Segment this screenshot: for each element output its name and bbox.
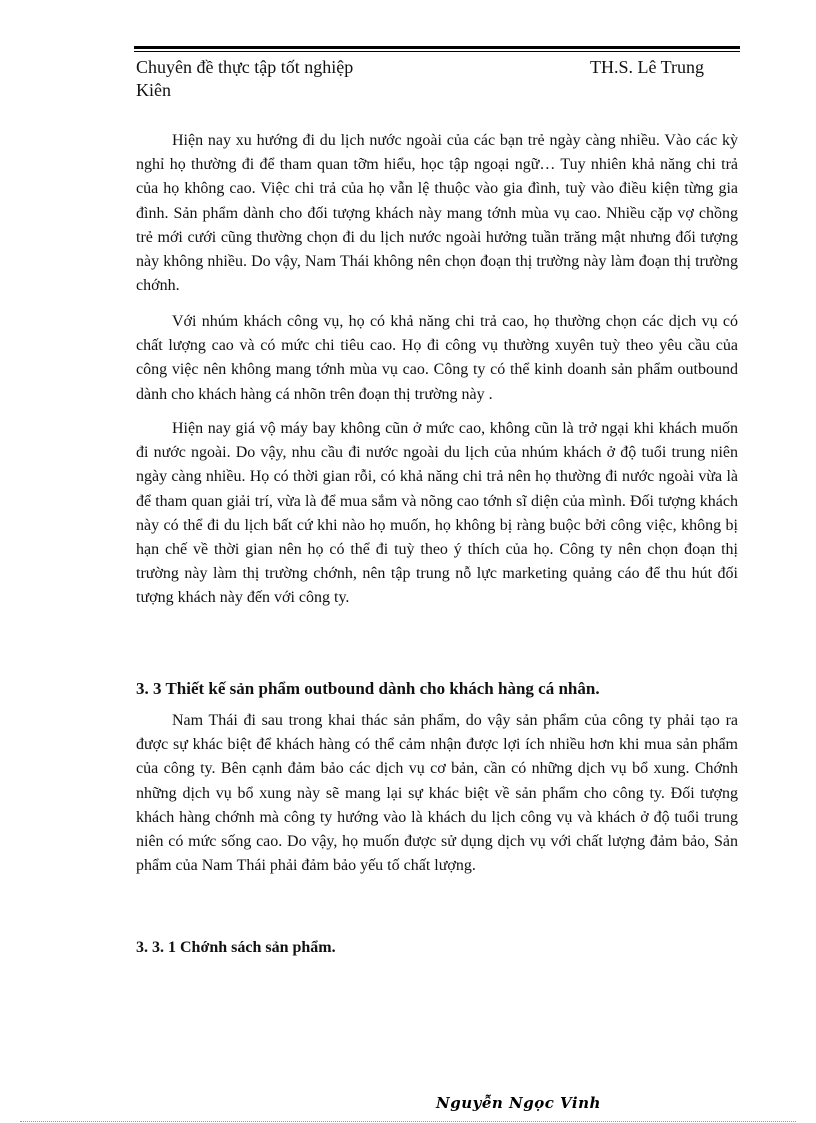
page-header bbox=[136, 56, 740, 100]
header-rule-thick bbox=[134, 46, 740, 49]
paragraph-3: Hiện nay giá vộ máy bay không cũn ở mức cao, không cũn là trở ngại khi khách muốn đi nước ngoài. Do vậy, nhu cầu đi nước ngoài du lịch của nhúm khách ở độ tuổi trung niên ngày càng nhiều. Họ có thời gian rỗi, có khả năng chi trả nên họ thường đi nước ngoài vừa là để tham quan giải trí, vừa là để mua sắm và nõng cao tớnh sĩ diện của mình. Đối tượng khách này có thể đi du lịch bất cứ khi nào họ muốn, họ không bị ràng buộc bởi công việc, không bị hạn chế về thời gian nên họ có thể đi tuỳ theo ý thích của họ. Công ty nên chọn đoạn thị trường này làm thị trường chớnh, nên tập trung nỗ lực marketing quảng cáo để thu hút đối tượng khách này đến với công ty. bbox=[136, 420, 738, 607]
section-heading: 3. 3 Thiết kế sản phẩm outbound dành cho khách hàng cá nhân. bbox=[136, 679, 600, 698]
header-rule-thin bbox=[134, 51, 740, 52]
paragraph-2: Với nhúm khách công vụ, họ có khả năng chi trả cao, họ thường chọn các dịch vụ có chất lượng cao và có mức chi tiêu cao. Họ đi công vụ thường xuyên tuỳ theo yêu cầu của công việc nên không mang tớnh mùa vụ cao. Công ty có thể kinh doanh sản phẩm outbound dành cho khách hàng cá nhõn trên đoạn thị trường này . bbox=[136, 313, 738, 403]
section-paragraph: Nam Thái đi sau trong khai thác sản phẩm, do vậy sản phẩm của công ty phải tạo ra được sự khác biệt để khách hàng có thể cảm nhận được lợi ích nhiều hơn khi mua sản phẩm của công ty. Bên cạnh đảm bảo các dịch vụ cơ bản, cần có những dịch vụ bổ xung. Chớnh những dịch vụ bổ xung này sẽ mang lại sự khác biệt về sản phẩm cho công ty. Đối tượng khách hàng chớnh mà công ty hướng vào là khách du lịch công vụ và khách ở độ tuổi trung niên có mức sống cao. Do vậy, họ muốn được sử dụng dịch vụ với chất lượng đảm bảo, Sản phẩm của Nam Thái phải đảm bảo yếu tố chất lượng. bbox=[136, 712, 738, 875]
header-author-continuation: Kiên bbox=[136, 80, 171, 100]
header-author: TH.S. Lê Trung bbox=[589, 57, 704, 77]
footer-divider bbox=[20, 1121, 796, 1122]
header-title: Chuyên đề thực tập tốt nghiệp bbox=[136, 57, 354, 77]
subsection-heading: 3. 3. 1 Chớnh sách sản phẩm. bbox=[136, 939, 336, 956]
footer-signature: Nguyễn Ngọc Vinh bbox=[436, 1094, 601, 1112]
paragraph-1: Hiện nay xu hướng đi du lịch nước ngoài của các bạn trẻ ngày càng nhiều. Vào các kỳ nghỉ họ thường đi để tham quan tỡm hiểu, học tập ngoại ngữ… Tuy nhiên khả năng chi trả của họ không cao. Việc chi trả của họ vẫn lệ thuộc vào gia đình, tuỳ vào điều kiện từng gia đình. Sản phẩm dành cho đối tượng khách này mang tớnh mùa vụ cao. Nhiều cặp vợ chồng trẻ mới cưới cũng thường chọn đi du lịch nước ngoài hưởng tuần trăng mật nhưng đối tượng này không nhiều. Do vậy, Nam Thái không nên chọn đoạn thị trường này làm đoạn thị trường chớnh. bbox=[136, 132, 738, 295]
